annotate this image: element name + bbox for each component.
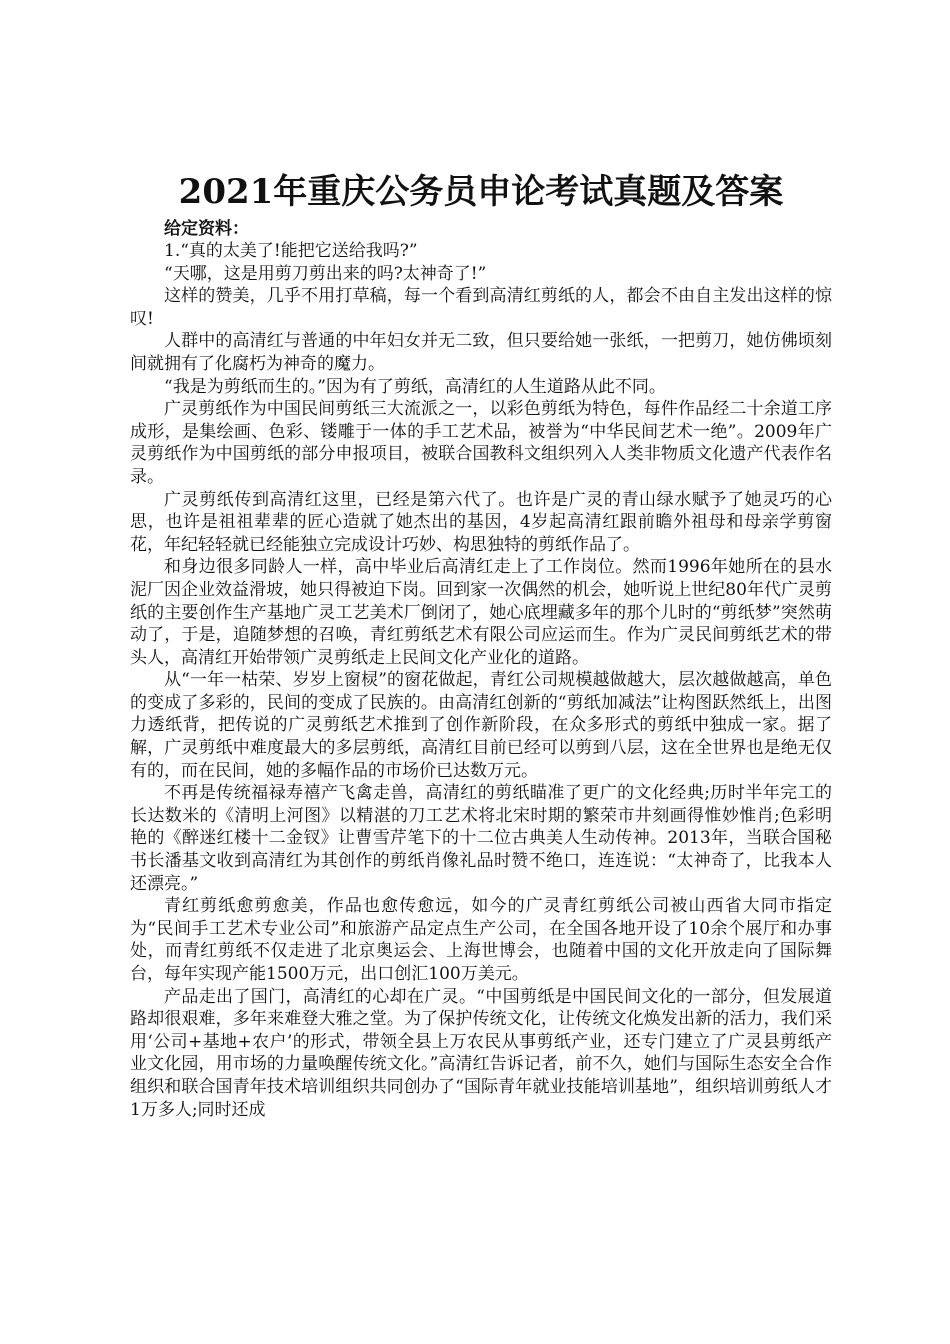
paragraph: 广灵剪纸传到高清红这里，已经是第六代了。也许是广灵的青山绿水赋予了她灵巧的心思，也许是祖祖辈辈的匠心造就了她杰出的基因，4岁起高清红跟前瞻外祖母和母亲学剪窗花，年纪轻轻就已经能独立完成设计巧妙、构思独特的剪纸作品了。	[130, 489, 832, 555]
paragraph: 广灵剪纸作为中国民间剪纸三大流派之一，以彩色剪纸为特色，每件作品经二十余道工序成形，是集绘画、色彩、镂雕于一体的手工艺术品，被誉为“中华民间艺术一绝”。2009年广灵剪纸作为中国剪纸的部分申报项目，被联合国教科文组织列入人类非物质文化遗产代表作名录。	[130, 399, 832, 487]
paragraph: 产品走出了国门，高清红的心却在广灵。“中国剪纸是中国民间文化的一部分，但发展道路却很艰难，多年来难登大雅之堂。为了保护传统文化，让传统文化焕发出新的活力，我们采用‘公司+基地+农户’的形式，带领全县上万农民从事剪纸产业，还专门建立了广灵县剪纸产业文化园，用市场的力量唤醒传统文化。”高清红告诉记者，前不久，她们与国际生态安全合作组织和联合国青年技术培训组织共同创办了“国际青年就业技能培训基地”，组织培训剪纸人才1万多人;同时还成	[130, 986, 832, 1120]
paragraph: 不再是传统福禄寿禧产飞禽走兽，高清红的剪纸瞄准了更广的文化经典;历时半年完工的长达数米的《清明上河图》以精湛的刀工艺术将北宋时期的繁荣市井刻画得惟妙惟肖;色彩明艳的《醉迷红楼十二金钗》让曹雪芹笔下的十二位古典美人生动传神。2013年，当联合国秘书长潘基文收到高清红为其创作的剪纸肖像礼品时赞不绝口，连连说：“太神奇了，比我本人还漂亮。”	[130, 783, 832, 894]
paragraph: “我是为剪纸而生的。”因为有了剪纸，高清红的人生道路从此不同。	[164, 376, 666, 397]
paragraph: 1.“真的太美了!能把它送给我吗?”	[164, 241, 418, 261]
document-page	[130, 168, 832, 1121]
section-label: 给定资料：	[164, 219, 249, 239]
paragraph: 人群中的高清红与普通的中年妇女并无二致，但只要给她一张纸，一把剪刀，她仿佛顷刻间就拥有了化腐朽为神奇的魔力。	[130, 331, 832, 374]
paragraph: 这样的赞美，几乎不用打草稿，每一个看到高清红剪纸的人，都会不由自主发出这样的惊叹!	[130, 286, 832, 329]
paragraph: 青红剪纸愈剪愈美，作品也愈传愈远，如今的广灵青红剪纸公司被山西省大同市指定为“民间手工艺术专业公司”和旅游产品定点生产公司，在全国各地开设了10余个展厅和办事处，而青红剪纸不仅走进了北京奥运会、上海世博会，也随着中国的文化开放走向了国际舞台，每年实现产能1500万元，出口创汇100万美元。	[130, 896, 832, 984]
paragraph: “天哪，这是用剪刀剪出来的吗?太神奇了!”	[164, 263, 487, 284]
document-title: 2021年重庆公务员申论考试真题及答案	[178, 172, 784, 212]
paragraph: 和身边很多同龄人一样，高中毕业后高清红走上了工作岗位。然而1996年她所在的县水泥厂因企业效益滑坡，她只得被迫下岗。回到家一次偶然的机会，她听说上世纪80年代广灵剪纸的主要创作生产基地广灵工艺美术厂倒闭了，她心底埋藏多年的那个儿时的“剪纸梦”突然萌动了，于是，追随梦想的召唤，青红剪纸艺术有限公司应运而生。作为广灵民间剪纸艺术的带头人，高清红开始带领广灵剪纸走上民间文化产业化的道路。	[130, 557, 832, 668]
paragraph: 从“一年一枯荣、岁岁上窗棂”的窗花做起，青红公司规模越做越大，层次越做越高，单色的变成了多彩的，民间的变成了民族的。由高清红创新的“剪纸加减法”让构图跃然纸上，出图力透纸背，把传说的广灵剪纸艺术推到了创作新阶段，在众多形式的剪纸中独成一家。据了解，广灵剪纸中难度最大的多层剪纸，高清红目前已经可以剪到八层，这在全世界也是绝无仅有的，而在民间，她的多幅作品的市场价已达数万元。	[130, 670, 832, 781]
